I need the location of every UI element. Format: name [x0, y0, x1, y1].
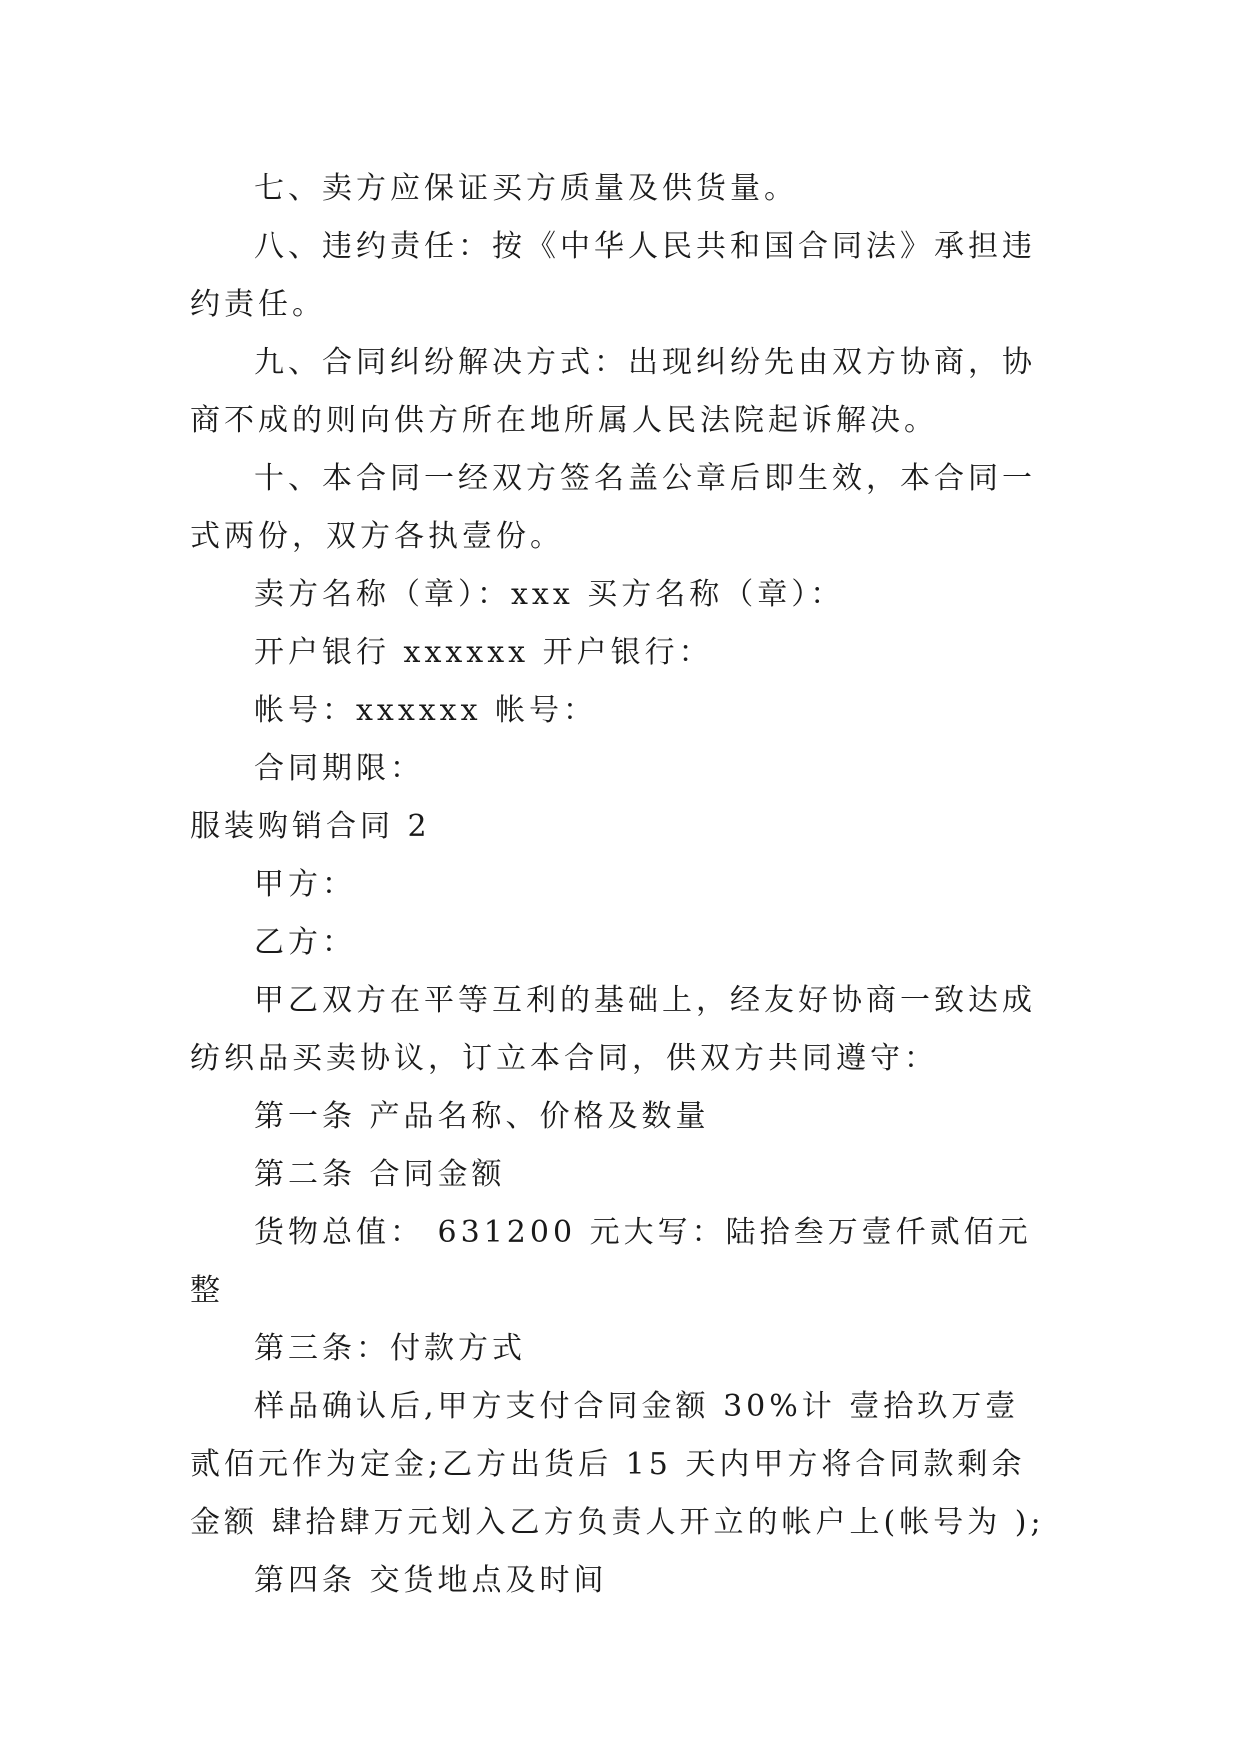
- total-value-line: 货物总值： 631200 元大写：陆拾叁万壹仟贰佰元整: [190, 1215, 1032, 1308]
- article-3-heading: 第三条：付款方式: [254, 1331, 526, 1366]
- payment-terms: 样品确认后,甲方支付合同金额 30%计 壹拾玖万壹贰佰元作为定金;乙方出货后 15 天内甲方将合同款剩余金额 肆拾肆万元划入乙方负责人开立的帐户上(帐号为 );: [190, 1389, 1045, 1540]
- article-4-heading: 第四条 交货地点及时间: [254, 1563, 608, 1598]
- party-a-line: 甲方：: [254, 867, 356, 902]
- account-line: 帐号：xxxxxx 帐号：: [254, 693, 598, 728]
- clause-8-breach-liability: 八、违约责任：按《中华人民共和国合同法》承担违约责任。: [190, 229, 1036, 322]
- preamble: 甲乙双方在平等互利的基础上，经友好协商一致达成纺织品买卖协议，订立本合同，供双方共同遵守：: [190, 983, 1036, 1076]
- clause-7: 七、卖方应保证买方质量及供货量。: [254, 171, 798, 206]
- clause-10-effectiveness: 十、本合同一经双方签名盖公章后即生效，本合同一式两份，双方各执壹份。: [190, 461, 1036, 554]
- article-2-heading: 第二条 合同金额: [254, 1157, 506, 1192]
- seller-name-line: 卖方名称（章）：xxx 买方名称（章）：: [254, 577, 845, 612]
- party-b-line: 乙方：: [254, 925, 356, 960]
- article-1-heading: 第一条 产品名称、价格及数量: [254, 1099, 710, 1134]
- clause-9-dispute-resolution: 九、合同纠纷解决方式：出现纠纷先由双方协商，协商不成的则向供方所在地所属人民法院起诉解决。: [190, 345, 1036, 438]
- bank-line: 开户银行 xxxxxx 开户银行：: [254, 635, 713, 670]
- document-body: [190, 160, 1050, 1610]
- contract-term-line: 合同期限：: [254, 751, 424, 786]
- contract-2-title: 服装购销合同 2: [190, 809, 431, 844]
